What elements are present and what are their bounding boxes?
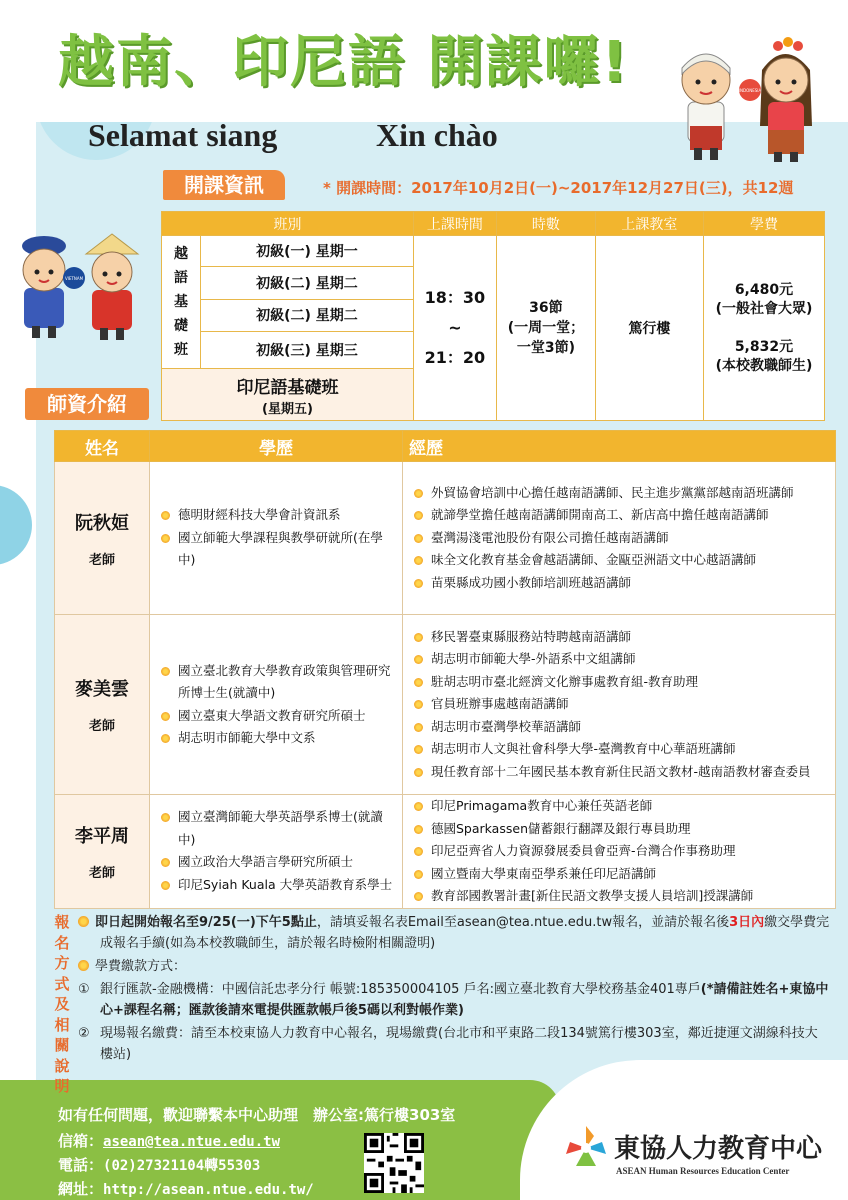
boy-figure xyxy=(682,54,730,160)
table-header-row xyxy=(55,431,836,462)
indonesian-kids-illustration xyxy=(670,30,830,165)
list-item: 味全文化教育基金會越語講師、金甌亞洲語文中心越語講師 xyxy=(411,549,827,572)
table-row xyxy=(55,462,836,615)
class-cell: 初級(三) 星期三 xyxy=(201,332,414,369)
list-item: 德國Sparkassen儲蓄銀行翻譯及銀行專員助理 xyxy=(411,818,827,841)
list-item: 官員班辦事處越南語講師 xyxy=(411,693,827,716)
column-header: 上課教室 xyxy=(595,212,703,236)
list-item: 胡志明市師範大學中文系 xyxy=(158,727,394,750)
list-item: 臺灣湯淺電池股份有限公司擔任越南語講師 xyxy=(411,527,827,550)
organization-name: 東協人力教育中心 xyxy=(614,1134,823,1164)
qr-code-icon[interactable] xyxy=(364,1133,424,1193)
education-cell xyxy=(150,462,403,615)
table-row xyxy=(162,236,825,267)
teacher-info-tag: 師資介紹 xyxy=(25,388,149,420)
background-circle xyxy=(0,485,32,565)
list-item: 國立暨南大學東南亞學系兼任印尼語講師 xyxy=(411,863,827,886)
greeting-indonesian: Selamat siang xyxy=(88,117,278,153)
girl-figure xyxy=(760,37,812,162)
course-info-tag: 開課資訊 xyxy=(163,170,285,200)
course-table xyxy=(161,211,825,421)
teacher-name: 李平周 xyxy=(75,825,129,847)
id-class-cell: 印尼語基礎班 (星期五) xyxy=(162,369,414,421)
list-item: 就諦學堂擔任越南語講師開南高工、新店高中擔任越南語講師 xyxy=(411,504,827,527)
experience-cell xyxy=(403,795,836,909)
column-header: 上課時間 xyxy=(413,212,496,236)
list-item: 國立臺灣師範大學英語學系博士(就讀中) xyxy=(158,806,394,851)
boy-figure xyxy=(22,236,66,338)
list-item: 印尼Primagama教育中心兼任英語老師 xyxy=(411,795,827,818)
table-row xyxy=(55,795,836,909)
contact-phone: 電話：(02)27321104轉55303 xyxy=(58,1156,261,1174)
vietnamese-kids-illustration xyxy=(8,232,156,342)
list-item: 苗栗縣成功國小教師培訓班越語講師 xyxy=(411,572,827,595)
column-header: 姓名 xyxy=(55,431,150,462)
column-header: 時數 xyxy=(496,212,595,236)
class-time: 18：30 ~ 21：20 xyxy=(413,236,496,421)
contact-url: 網址：http://asean.ntue.edu.tw/ xyxy=(58,1180,314,1198)
list-item: 德明財經科技大學會計資訊系 xyxy=(158,504,394,527)
contact-note: 如有任何問題，歡迎聯繫本中心助理 辦公室:篤行樓303室 xyxy=(58,1106,456,1124)
teacher-name: 麥美雲 xyxy=(75,679,129,700)
contact-email: 信箱：asean@tea.ntue.edu.tw xyxy=(58,1132,281,1150)
column-header: 學歷 xyxy=(150,431,403,462)
list-item: 現任教育部十二年國民基本教育新住民語文教材-越南語教材審查委員 xyxy=(411,761,827,784)
list-item: 胡志明市臺灣學校華語講師 xyxy=(411,716,827,739)
class-hours: 36節 (一周一堂； 一堂3節) xyxy=(496,236,595,421)
teacher-name-cell xyxy=(55,462,150,615)
bullet-icon xyxy=(78,916,89,927)
website-link[interactable]: http://asean.ntue.edu.tw/ xyxy=(103,1182,314,1198)
list-item: 國立臺東大學語文教育研究所碩士 xyxy=(158,705,394,728)
teacher-table xyxy=(54,430,836,909)
column-header: 學費 xyxy=(703,212,824,236)
class-cell: 初級(一) 星期一 xyxy=(201,236,414,267)
registration-deadline: 即日起開始報名至9/25(一)下午5點止，請填妥報名表Email至asean@tea.ntue.edu.tw報名，並請於報名後3日內繳交學費完成報名手續(如為本校教職師生，請於報名時檢附相關證明) xyxy=(78,912,830,954)
teacher-name-cell xyxy=(55,795,150,909)
organization-logo-icon xyxy=(562,1122,610,1174)
vn-group-label: 越 語 基 礎 班 xyxy=(162,236,201,369)
list-item: 移民署臺東縣服務站特聘越南語講師 xyxy=(411,626,827,649)
girl-figure xyxy=(86,234,138,340)
teacher-name: 阮秋姮 xyxy=(75,512,129,534)
teacher-name-cell xyxy=(55,615,150,795)
list-item: 胡志明市師範大學-外語系中文組講師 xyxy=(411,648,827,671)
list-item: 教育部國教署計畫[新住民語文教學支援人員培訓]授課講師 xyxy=(411,885,827,908)
experience-cell xyxy=(403,462,836,615)
experience-cell xyxy=(403,615,836,795)
payment-method-bank: ① 銀行匯款-金融機構：中國信託忠孝分行 帳號:185350004105 戶名:國立臺北教育大學校務基金401專戶(*請備註姓名+東協中心+課程名稱；匯款後請來電提供匯款帳戶後5碼以利對帳作業) xyxy=(78,982,829,1018)
registration-details xyxy=(78,912,830,1065)
list-item: 印尼Syiah Kuala 大學英語教育系學士 xyxy=(158,874,394,897)
svg-text:VIETNAM: VIETNAM xyxy=(64,276,84,281)
list-item: 印尼亞齊省人力資源發展委員會亞齊-台灣合作事務助理 xyxy=(411,840,827,863)
registration-label: 報 名 方 式 及 相 關 說 明 xyxy=(54,913,70,1095)
tuition: 6,480元 (一般社會大眾) 5,832元 (本校教職師生) xyxy=(703,236,824,421)
list-item: 國立政治大學語言學研究所碩士 xyxy=(158,851,394,874)
list-item: 外貿協會培訓中心擔任越南語講師、民主進步黨黨部越南語班講師 xyxy=(411,482,827,505)
class-cell: 初級(二) 星期二 xyxy=(201,299,414,332)
svg-text:INDONESIA: INDONESIA xyxy=(738,88,762,93)
list-item: 國立師範大學課程與教學研就所(在學中) xyxy=(158,527,394,572)
page-title: 越南、印尼語 開課囉! xyxy=(58,30,630,95)
education-cell xyxy=(150,795,403,909)
table-row xyxy=(55,615,836,795)
education-cell xyxy=(150,615,403,795)
list-item: 胡志明市人文與社會科學大學-臺灣教育中心華語班講師 xyxy=(411,738,827,761)
bullet-icon xyxy=(78,960,89,971)
list-item: 駐胡志明市臺北經濟文化辦事處教育組-教育助理 xyxy=(411,671,827,694)
course-period: * 開課時間：2017年10月2日(一)~2017年12月27日(三)，共12週 xyxy=(323,179,794,197)
email-link[interactable]: asean@tea.ntue.edu.tw xyxy=(103,1134,281,1150)
organization-name-en: ASEAN Human Resources Education Center xyxy=(616,1166,790,1176)
payment-method-onsite: ② 現場報名繳費：請至本校東協人力教育中心報名，現場繳費(台北市和平東路二段134號篤行樓303室，鄰近捷運文湖線科技大樓站) xyxy=(78,1026,818,1062)
greeting-vietnamese: Xin chào xyxy=(376,117,498,153)
teacher-title: 老師 xyxy=(88,865,115,881)
classroom: 篤行樓 xyxy=(595,236,703,421)
class-cell: 初級(二) 星期二 xyxy=(201,266,414,299)
column-header: 經歷 xyxy=(403,431,836,462)
list-item: 國立臺北教育大學教育政策與管理研究所博士生(就讀中) xyxy=(158,660,394,705)
teacher-title: 老師 xyxy=(88,719,115,734)
column-header: 班別 xyxy=(162,212,414,236)
fee-method-heading: 學費繳款方式： xyxy=(78,956,830,977)
table-header-row xyxy=(162,212,825,236)
teacher-title: 老師 xyxy=(88,552,115,568)
